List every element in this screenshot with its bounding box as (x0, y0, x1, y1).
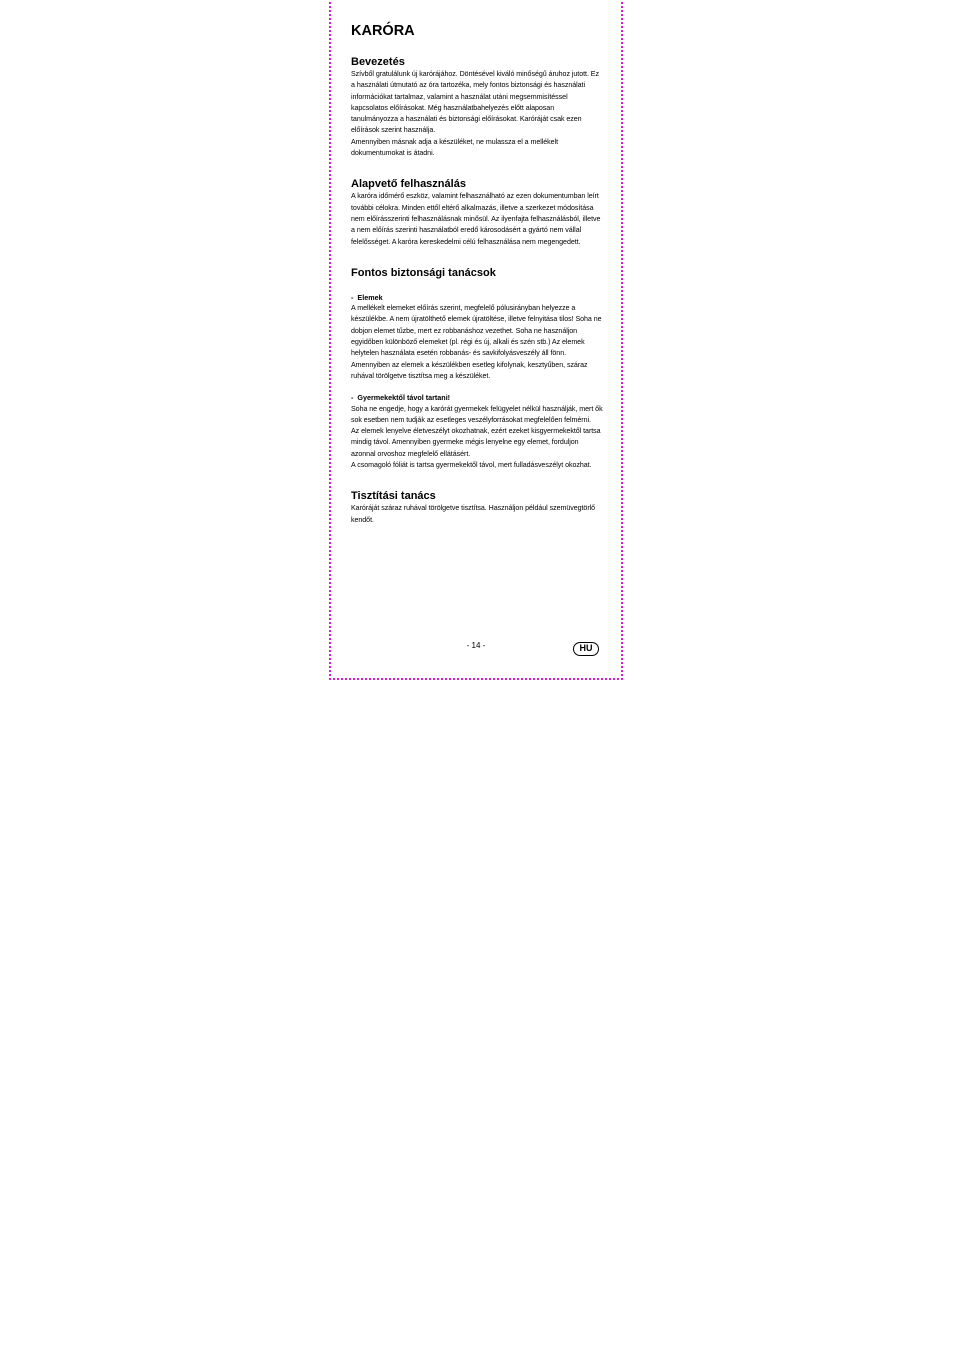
section-usage (351, 178, 603, 247)
children-paragraph-1: Soha ne engedje, hogy a karórát gyermekek felügyelet nélkül használják, mert ők sok esetben nem tudják az esetleges veszélyforrásokat megfelelően felmérni. (351, 404, 603, 424)
section-title-usage: Alapvető felhasználás (351, 178, 466, 191)
page-title: KARÓRA (351, 23, 415, 39)
section-cleaning (351, 490, 603, 526)
section-title-cleaning: Tisztítási tanács (351, 490, 436, 503)
children-paragraph-2: Az elemek lenyelve életveszélyt okozhatnak, ezért ezeket kisgyermekektől tartsa mindig távol. Amennyiben gyermeke mégis lenyelne egy elemet, forduljon azonnal orvoshoz megfelelő ellátásért. (351, 427, 601, 458)
subsection-title-batteries (351, 292, 603, 303)
usage-paragraph-1: A karóra időmérő eszköz, valamint felhasználható az ezen dokumentumban leírt további célokra. Minden ettől eltérő alkalmazás, illetve a szerkezet módosítása nem előírásszerinti felhasználásnak minősül. Az ilyenfajta felhasználásból, illetve a nem előírás szerinti használatból eredő károsodásért a gyártó nem vállal felelősséget. A karóra kereskedelmi célú felhasználása nem megengedett. (351, 192, 601, 246)
language-badge: HU (573, 642, 599, 656)
intro-paragraph-2: Amennyiben másnak adja a készüléket, ne mulassza el a mellékelt dokumentumokat is átadni. (351, 137, 559, 158)
cleaning-paragraph-1: Karóráját száraz ruhával törölgetve tisztítsa. Használjon például szemüvegtörlő kendőt. (351, 504, 596, 524)
subsection-title-batteries-text: Elemek (357, 292, 383, 302)
bullet-dash: - (351, 393, 354, 403)
bullet-dash: - (351, 292, 354, 302)
intro-paragraph-1: Szívből gratulálunk új karórájához. Döntésével kiváló minőségű áruhoz jutott. Ez a használati útmutató az óra tartozéka, mely fontos biztonsági és használati információkat tartalmaz, valamint a használat utáni megsemmisítéssel kapcsolatos előírásokat. Még használatbahelyezés előtt alaposan tanulmányozza a használati és biztonsági előírásokat. Karóráját csak ezen előírások szerint használja. (351, 70, 599, 135)
section-title-intro: Bevezetés (351, 56, 405, 68)
document-content (351, 22, 603, 545)
children-paragraph-3: A csomagoló fóliát is tartsa gyermekektől távol, mert fulladásveszélyt okozhat. (351, 461, 592, 470)
subsection-title-children (351, 392, 603, 403)
subsection-title-children-text: Gyermekektől távol tartani! (357, 393, 451, 403)
section-title-safety: Fontos biztonsági tanácsok (351, 266, 496, 279)
section-safety (351, 267, 603, 471)
batteries-paragraph-1: A mellékelt elemeket előírás szerint, megfelelő pólusirányban helyezze a készülékbe. A nem újratölthető elemek újratöltése, illetve felnyitása tilos! Soha ne dobjon elemet tűzbe, mert ez robbanáshoz vezethet. Soha ne használjon egyidőben különböző elemeket (pl. régi és új, alkali és szén stb.) Az elemek helytelen használata esetén robbanás- és savkifolyásveszély áll fönn. Amennyiben az elemek a készülékben esetleg kifolynak, kesztyűben, száraz ruhával törölgetve tisztítsa meg a készüléket. (351, 304, 602, 380)
section-intro (351, 56, 603, 159)
page-number: - 14 - (466, 641, 486, 650)
